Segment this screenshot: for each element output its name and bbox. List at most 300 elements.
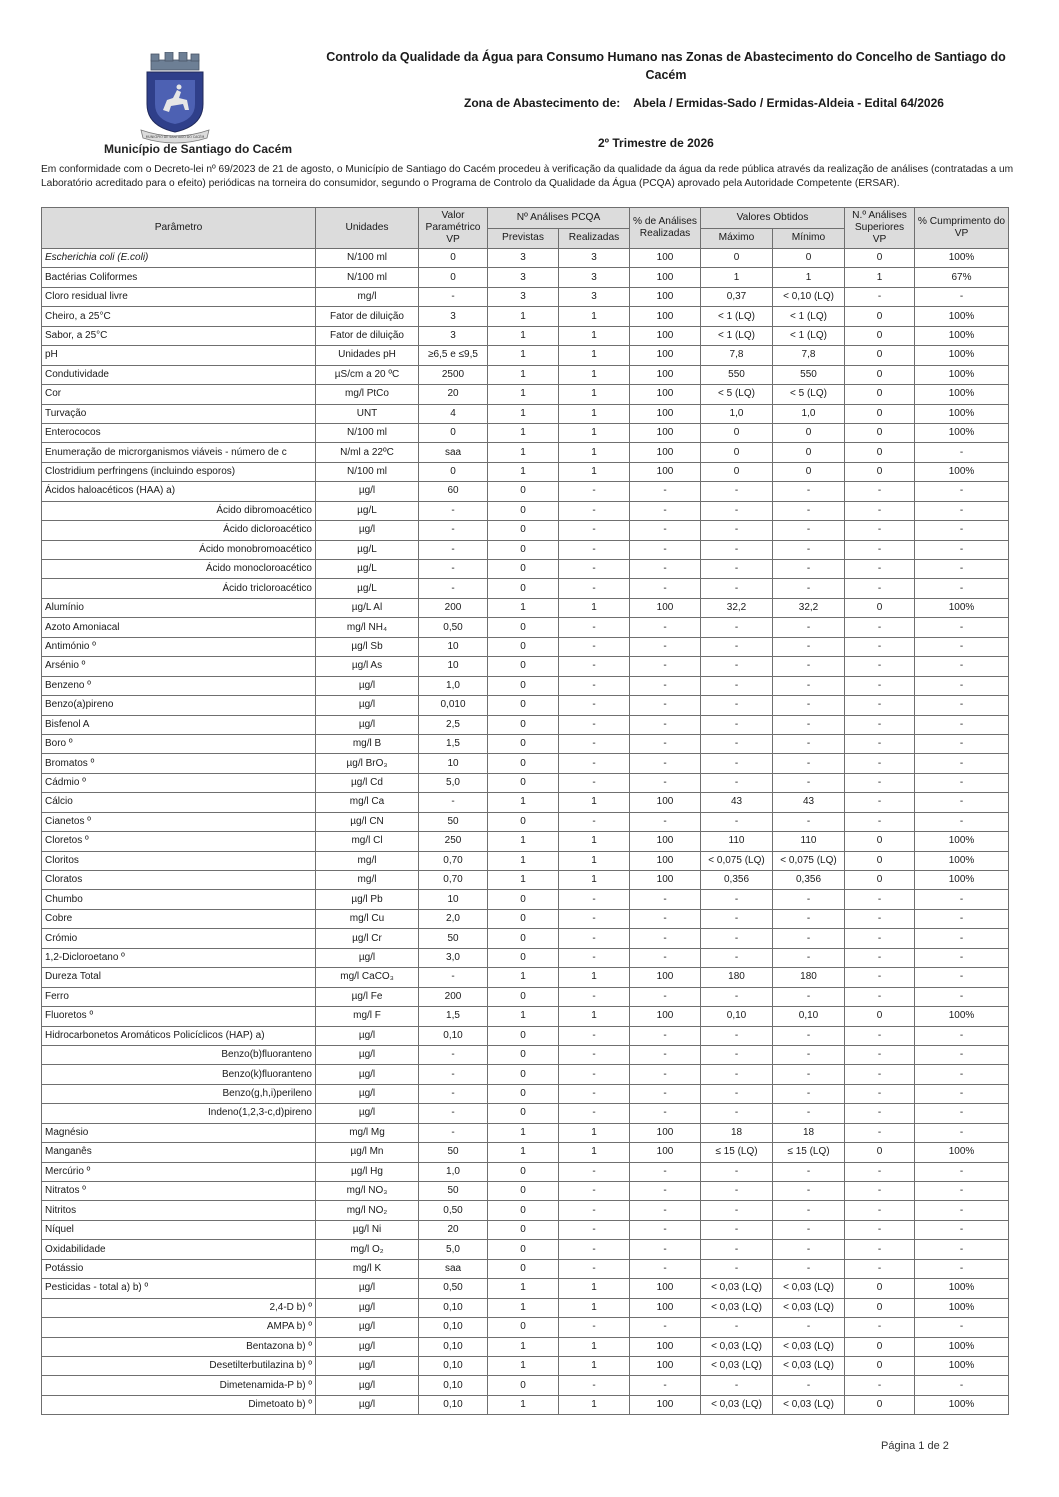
cell-cumprimento: -	[915, 618, 1009, 637]
cell-previstas: 1	[488, 598, 559, 617]
cell-unit: µg/l	[316, 1104, 419, 1123]
cell-parameter: Alumínio	[42, 598, 316, 617]
table-row	[42, 1104, 1009, 1123]
cell-cumprimento: -	[915, 715, 1009, 734]
cell-superiores: -	[845, 754, 915, 773]
cell-cumprimento: 100%	[915, 385, 1009, 404]
cell-minimo: -	[773, 929, 845, 948]
cell-cumprimento: -	[915, 1123, 1009, 1142]
cell-cumprimento: -	[915, 657, 1009, 676]
table-row	[42, 987, 1009, 1006]
cell-superiores: -	[845, 1123, 915, 1142]
page-number: Página 1 de 2	[881, 1440, 949, 1452]
cell-vp: ≥6,5 e ≤9,5	[419, 346, 488, 365]
supply-zone-label: Zona de Abastecimento de:	[464, 96, 621, 110]
cell-cumprimento: 100%	[915, 1337, 1009, 1356]
cell-pct-realizadas: -	[630, 521, 701, 540]
cell-realizadas: 1	[559, 423, 630, 442]
cell-parameter: AMPA b) º	[42, 1318, 316, 1337]
cell-pct-realizadas: -	[630, 1240, 701, 1259]
cell-maximo: < 0,03 (LQ)	[701, 1279, 773, 1298]
cell-pct-realizadas: -	[630, 1065, 701, 1084]
cell-previstas: 0	[488, 637, 559, 656]
cell-vp: 0	[419, 462, 488, 481]
cell-parameter: Cobre	[42, 909, 316, 928]
cell-minimo: -	[773, 812, 845, 831]
cell-superiores: -	[845, 637, 915, 656]
crest-ribbon-text: MUNICÍPIO DE SANTIAGO DO CACÉM	[145, 135, 205, 139]
table-row	[42, 890, 1009, 909]
cell-superiores: 0	[845, 443, 915, 462]
cell-vp: 3	[419, 307, 488, 326]
cell-previstas: 1	[488, 1356, 559, 1375]
cell-pct-realizadas: 100	[630, 793, 701, 812]
cell-parameter: 2,4-D b) º	[42, 1298, 316, 1317]
cell-parameter: Bentazona b) º	[42, 1337, 316, 1356]
cell-realizadas: -	[559, 1104, 630, 1123]
cell-unit: µg/l	[316, 1318, 419, 1337]
cell-unit: µg/l	[316, 1026, 419, 1045]
cell-realizadas: 1	[559, 1356, 630, 1375]
cell-superiores: -	[845, 793, 915, 812]
cell-vp: 50	[419, 929, 488, 948]
table-row	[42, 1220, 1009, 1239]
cell-superiores: 0	[845, 1395, 915, 1414]
cell-vp: 0,70	[419, 851, 488, 870]
cell-pct-realizadas: -	[630, 676, 701, 695]
cell-realizadas: 1	[559, 1298, 630, 1317]
cell-unit: µg/L	[316, 579, 419, 598]
cell-realizadas: 1	[559, 307, 630, 326]
cell-parameter: Cloritos	[42, 851, 316, 870]
cell-unit: mg/l Cl	[316, 832, 419, 851]
cell-vp: 2500	[419, 365, 488, 384]
cell-superiores: -	[845, 890, 915, 909]
table-row	[42, 1084, 1009, 1103]
cell-cumprimento: 100%	[915, 1395, 1009, 1414]
cell-realizadas: -	[559, 618, 630, 637]
cell-parameter: Benzo(a)pireno	[42, 696, 316, 715]
cell-cumprimento: -	[915, 812, 1009, 831]
cell-vp: 4	[419, 404, 488, 423]
cell-pct-realizadas: -	[630, 637, 701, 656]
cell-pct-realizadas: -	[630, 929, 701, 948]
cell-superiores: -	[845, 1104, 915, 1123]
cell-realizadas: 1	[559, 385, 630, 404]
cell-unit: µg/L	[316, 560, 419, 579]
cell-maximo: -	[701, 812, 773, 831]
table-row	[42, 307, 1009, 326]
header-unidades: Unidades	[316, 208, 419, 249]
cell-minimo: 0,356	[773, 871, 845, 890]
cell-maximo: -	[701, 676, 773, 695]
cell-minimo: < 1 (LQ)	[773, 326, 845, 345]
cell-vp: 0	[419, 249, 488, 268]
cell-unit: µg/l	[316, 696, 419, 715]
cell-previstas: 1	[488, 1298, 559, 1317]
cell-vp: 2,0	[419, 909, 488, 928]
cell-previstas: 0	[488, 1045, 559, 1064]
cell-parameter: Cloretos º	[42, 832, 316, 851]
cell-unit: µg/l	[316, 676, 419, 695]
cell-vp: 10	[419, 754, 488, 773]
cell-unit: µS/cm a 20 ºC	[316, 365, 419, 384]
cell-parameter: Pesticidas - total a) b) º	[42, 1279, 316, 1298]
cell-previstas: 1	[488, 793, 559, 812]
cell-maximo: -	[701, 482, 773, 501]
cell-minimo: -	[773, 1240, 845, 1259]
cell-maximo: 7,8	[701, 346, 773, 365]
cell-maximo: -	[701, 657, 773, 676]
table-row	[42, 773, 1009, 792]
table-row	[42, 1045, 1009, 1064]
cell-parameter: Níquel	[42, 1220, 316, 1239]
table-row	[42, 462, 1009, 481]
cell-realizadas: -	[559, 754, 630, 773]
cell-unit: mg/l Mg	[316, 1123, 419, 1142]
cell-superiores: 0	[845, 1337, 915, 1356]
cell-unit: mg/l CaCO₃	[316, 968, 419, 987]
table-row	[42, 1240, 1009, 1259]
cell-maximo: 32,2	[701, 598, 773, 617]
cell-unit: Unidades pH	[316, 346, 419, 365]
cell-realizadas: -	[559, 1182, 630, 1201]
header-valores: Valores Obtidos	[701, 208, 845, 229]
cell-parameter: Hidrocarbonetos Aromáticos Policíclicos (HAP) a)	[42, 1026, 316, 1045]
table-row	[42, 287, 1009, 306]
cell-pct-realizadas: 100	[630, 1395, 701, 1414]
cell-superiores: -	[845, 948, 915, 967]
cell-realizadas: -	[559, 890, 630, 909]
supply-zone-value: Abela / Ermidas-Sado / Ermidas-Aldeia - Edital 64/2026	[633, 96, 944, 110]
cell-realizadas: -	[559, 1162, 630, 1181]
cell-superiores: 0	[845, 365, 915, 384]
cell-superiores: -	[845, 521, 915, 540]
cell-minimo: -	[773, 1045, 845, 1064]
cell-realizadas: -	[559, 773, 630, 792]
cell-parameter: Mercúrio º	[42, 1162, 316, 1181]
cell-previstas: 1	[488, 1279, 559, 1298]
cell-minimo: 32,2	[773, 598, 845, 617]
cell-realizadas: 1	[559, 1337, 630, 1356]
table-row	[42, 540, 1009, 559]
cell-realizadas: -	[559, 1220, 630, 1239]
cell-minimo: ≤ 15 (LQ)	[773, 1143, 845, 1162]
cell-vp: 50	[419, 1182, 488, 1201]
cell-superiores: -	[845, 909, 915, 928]
cell-minimo: 43	[773, 793, 845, 812]
table-row	[42, 715, 1009, 734]
cell-superiores: -	[845, 696, 915, 715]
cell-maximo: 1	[701, 268, 773, 287]
cell-superiores: -	[845, 987, 915, 1006]
cell-cumprimento: 100%	[915, 1298, 1009, 1317]
cell-vp: -	[419, 560, 488, 579]
cell-unit: µg/l	[316, 1337, 419, 1356]
cell-parameter: Enterococos	[42, 423, 316, 442]
cell-superiores: -	[845, 1026, 915, 1045]
cell-superiores: 0	[845, 307, 915, 326]
table-row	[42, 734, 1009, 753]
cell-previstas: 0	[488, 948, 559, 967]
table-row	[42, 560, 1009, 579]
cell-cumprimento: -	[915, 754, 1009, 773]
table-row	[42, 1376, 1009, 1395]
cell-vp: -	[419, 501, 488, 520]
cell-vp: 200	[419, 987, 488, 1006]
table-row	[42, 871, 1009, 890]
cell-superiores: -	[845, 968, 915, 987]
cell-parameter: Ácido tricloroacético	[42, 579, 316, 598]
cell-superiores: 1	[845, 268, 915, 287]
cell-pct-realizadas: -	[630, 773, 701, 792]
cell-previstas: 1	[488, 1337, 559, 1356]
table-row	[42, 1026, 1009, 1045]
cell-previstas: 0	[488, 579, 559, 598]
cell-vp: -	[419, 287, 488, 306]
cell-cumprimento: -	[915, 1318, 1009, 1337]
cell-vp: 3	[419, 326, 488, 345]
cell-maximo: 0	[701, 443, 773, 462]
table-row	[42, 1143, 1009, 1162]
cell-superiores: 0	[845, 423, 915, 442]
cell-pct-realizadas: -	[630, 1201, 701, 1220]
cell-realizadas: -	[559, 812, 630, 831]
cell-unit: mg/l NO₂	[316, 1201, 419, 1220]
cell-parameter: Ferro	[42, 987, 316, 1006]
cell-previstas: 1	[488, 346, 559, 365]
cell-realizadas: 1	[559, 1395, 630, 1414]
cell-vp: 0,50	[419, 1279, 488, 1298]
cell-pct-realizadas: -	[630, 618, 701, 637]
cell-minimo: -	[773, 890, 845, 909]
cell-parameter: Sabor, a 25°C	[42, 326, 316, 345]
table-row	[42, 968, 1009, 987]
cell-previstas: 1	[488, 832, 559, 851]
cell-maximo: < 0,075 (LQ)	[701, 851, 773, 870]
cell-realizadas: -	[559, 540, 630, 559]
cell-previstas: 0	[488, 618, 559, 637]
cell-cumprimento: 100%	[915, 598, 1009, 617]
cell-maximo: 0,356	[701, 871, 773, 890]
municipal-crest	[133, 52, 217, 144]
cell-realizadas: -	[559, 1045, 630, 1064]
cell-minimo: -	[773, 754, 845, 773]
cell-pct-realizadas: -	[630, 1182, 701, 1201]
cell-superiores: -	[845, 501, 915, 520]
cell-maximo: < 0,03 (LQ)	[701, 1395, 773, 1414]
cell-minimo: 110	[773, 832, 845, 851]
cell-previstas: 1	[488, 443, 559, 462]
cell-cumprimento: -	[915, 793, 1009, 812]
cell-cumprimento: -	[915, 501, 1009, 520]
cell-minimo: -	[773, 482, 845, 501]
cell-parameter: Cloro residual livre	[42, 287, 316, 306]
cell-vp: 20	[419, 1220, 488, 1239]
cell-cumprimento: -	[915, 287, 1009, 306]
cell-pct-realizadas: -	[630, 715, 701, 734]
cell-superiores: -	[845, 482, 915, 501]
cell-pct-realizadas: 100	[630, 1143, 701, 1162]
cell-vp: -	[419, 1104, 488, 1123]
cell-parameter: Potássio	[42, 1259, 316, 1278]
table-row	[42, 443, 1009, 462]
cell-cumprimento: -	[915, 540, 1009, 559]
cell-realizadas: -	[559, 501, 630, 520]
cell-superiores: -	[845, 579, 915, 598]
cell-superiores: -	[845, 1376, 915, 1395]
cell-cumprimento: 100%	[915, 1007, 1009, 1026]
cell-unit: µg/l CN	[316, 812, 419, 831]
cell-pct-realizadas: -	[630, 1259, 701, 1278]
cell-realizadas: 3	[559, 268, 630, 287]
table-row	[42, 1298, 1009, 1317]
cell-parameter: Dimetenamida-P b) º	[42, 1376, 316, 1395]
cell-superiores: -	[845, 1084, 915, 1103]
cell-unit: µg/l Sb	[316, 637, 419, 656]
cell-minimo: -	[773, 1104, 845, 1123]
cell-previstas: 1	[488, 851, 559, 870]
cell-maximo: -	[701, 948, 773, 967]
table-row	[42, 521, 1009, 540]
cell-pct-realizadas: 100	[630, 249, 701, 268]
cell-vp: 3,0	[419, 948, 488, 967]
cell-realizadas: -	[559, 521, 630, 540]
cell-cumprimento: 100%	[915, 423, 1009, 442]
cell-superiores: -	[845, 1318, 915, 1337]
cell-unit: µg/l Hg	[316, 1162, 419, 1181]
cell-realizadas: -	[559, 1259, 630, 1278]
cell-pct-realizadas: 100	[630, 851, 701, 870]
cell-unit: mg/l F	[316, 1007, 419, 1026]
table-row	[42, 326, 1009, 345]
cell-minimo: -	[773, 1065, 845, 1084]
cell-realizadas: 1	[559, 1279, 630, 1298]
cell-superiores: 0	[845, 1143, 915, 1162]
cell-minimo: -	[773, 948, 845, 967]
cell-pct-realizadas: -	[630, 948, 701, 967]
cell-superiores: -	[845, 1201, 915, 1220]
cell-parameter: Bisfenol A	[42, 715, 316, 734]
table-row	[42, 696, 1009, 715]
cell-parameter: Crómio	[42, 929, 316, 948]
cell-realizadas: -	[559, 909, 630, 928]
cell-parameter: Cloratos	[42, 871, 316, 890]
cell-unit: µg/l	[316, 521, 419, 540]
cell-unit: µg/l	[316, 1084, 419, 1103]
cell-vp: 0,10	[419, 1026, 488, 1045]
cell-parameter: Desetilterbutilazina b) º	[42, 1356, 316, 1375]
cell-previstas: 3	[488, 249, 559, 268]
cell-minimo: -	[773, 540, 845, 559]
cell-unit: µg/l As	[316, 657, 419, 676]
cell-maximo: -	[701, 1104, 773, 1123]
cell-unit: mg/l	[316, 871, 419, 890]
cell-maximo: -	[701, 637, 773, 656]
cell-previstas: 1	[488, 404, 559, 423]
cell-superiores: -	[845, 773, 915, 792]
cell-minimo: -	[773, 773, 845, 792]
cell-unit: mg/l NO₃	[316, 1182, 419, 1201]
cell-previstas: 0	[488, 560, 559, 579]
cell-pct-realizadas: -	[630, 734, 701, 753]
cell-maximo: 0	[701, 423, 773, 442]
cell-unit: µg/l Pb	[316, 890, 419, 909]
cell-parameter: Benzo(g,h,i)perileno	[42, 1084, 316, 1103]
cell-minimo: < 0,03 (LQ)	[773, 1356, 845, 1375]
cell-minimo: -	[773, 1376, 845, 1395]
cell-pct-realizadas: -	[630, 890, 701, 909]
cell-pct-realizadas: 100	[630, 443, 701, 462]
cell-superiores: -	[845, 1182, 915, 1201]
cell-realizadas: 1	[559, 832, 630, 851]
cell-minimo: -	[773, 521, 845, 540]
cell-vp: 0,10	[419, 1356, 488, 1375]
cell-superiores: -	[845, 287, 915, 306]
cell-minimo: < 0,03 (LQ)	[773, 1337, 845, 1356]
cell-previstas: 0	[488, 540, 559, 559]
cell-maximo: 0,37	[701, 287, 773, 306]
supply-zone	[464, 96, 1024, 110]
cell-maximo: 43	[701, 793, 773, 812]
cell-maximo: -	[701, 773, 773, 792]
cell-vp: 0	[419, 268, 488, 287]
cell-minimo: -	[773, 1162, 845, 1181]
cell-parameter: Fluoretos º	[42, 1007, 316, 1026]
cell-unit: µg/l Ni	[316, 1220, 419, 1239]
cell-vp: 0,10	[419, 1395, 488, 1414]
cell-parameter: Chumbo	[42, 890, 316, 909]
cell-pct-realizadas: 100	[630, 365, 701, 384]
table-row	[42, 812, 1009, 831]
cell-previstas: 1	[488, 1395, 559, 1414]
cell-unit: µg/l	[316, 482, 419, 501]
cell-parameter: Clostridium perfringens (incluindo esporos)	[42, 462, 316, 481]
intro-paragraph: Em conformidade com o Decreto-lei nº 69/2023 de 21 de agosto, o Município de Santiago do Cacém procedeu à verificação da qualidade da água da rede pública através da realização de análises (contratadas a um Laboratório acreditado para o efeito) periódicas na torneira do consumidor, segundo o Programa de Controlo da Qualidade da Água (PCQA) aprovado pela Autoridade Competente (ERSAR).	[41, 164, 1014, 189]
cell-cumprimento: 100%	[915, 832, 1009, 851]
cell-vp: 0	[419, 423, 488, 442]
header-previstas: Previstas	[488, 228, 559, 249]
cell-minimo: 0	[773, 249, 845, 268]
cell-previstas: 3	[488, 287, 559, 306]
cell-vp: 0,010	[419, 696, 488, 715]
cell-minimo: -	[773, 987, 845, 1006]
cell-superiores: 0	[845, 462, 915, 481]
cell-pct-realizadas: 100	[630, 1337, 701, 1356]
table-row	[42, 1337, 1009, 1356]
cell-minimo: < 1 (LQ)	[773, 307, 845, 326]
cell-minimo: 7,8	[773, 346, 845, 365]
cell-maximo: -	[701, 1084, 773, 1103]
cell-parameter: Nitratos º	[42, 1182, 316, 1201]
cell-cumprimento: 100%	[915, 851, 1009, 870]
cell-parameter: Condutividade	[42, 365, 316, 384]
cell-maximo: -	[701, 1220, 773, 1239]
cell-minimo: -	[773, 1084, 845, 1103]
cell-cumprimento: -	[915, 637, 1009, 656]
cell-minimo: < 0,03 (LQ)	[773, 1395, 845, 1414]
table-row	[42, 482, 1009, 501]
cell-cumprimento: -	[915, 521, 1009, 540]
results-table-wrapper	[41, 207, 1008, 1415]
cell-minimo: -	[773, 1201, 845, 1220]
cell-vp: 200	[419, 598, 488, 617]
table-row	[42, 637, 1009, 656]
cell-superiores: 0	[845, 871, 915, 890]
cell-realizadas: -	[559, 734, 630, 753]
cell-previstas: 0	[488, 1162, 559, 1181]
cell-previstas: 0	[488, 734, 559, 753]
